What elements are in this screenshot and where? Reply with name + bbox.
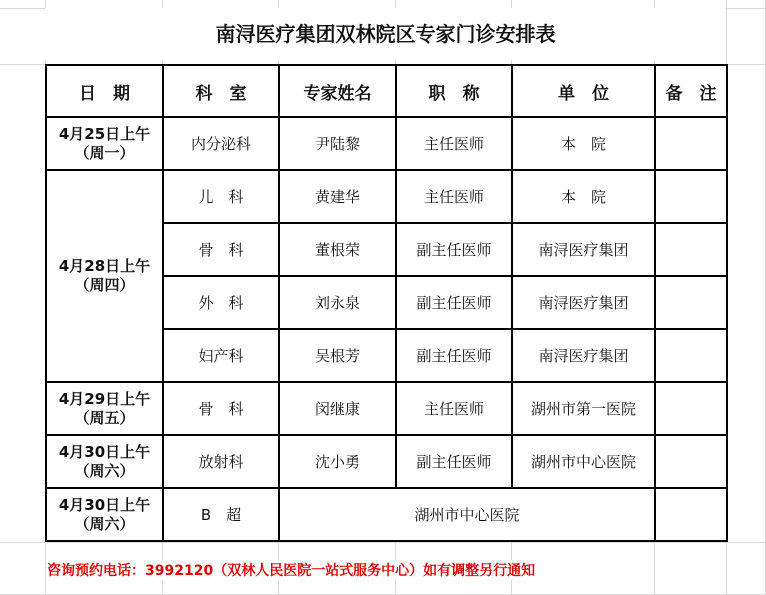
- name-cell: 吴根芳: [279, 329, 396, 382]
- header-date: 日 期: [46, 65, 163, 117]
- header-dept: 科 室: [163, 65, 279, 117]
- unit-cell: 南浔医疗集团: [512, 329, 655, 382]
- schedule-table: [45, 64, 728, 542]
- name-cell: 闵继康: [279, 382, 396, 435]
- weekday-text: （周五）: [74, 408, 135, 427]
- title-cell: 主任医师: [396, 382, 512, 435]
- table-row: [46, 117, 727, 170]
- table-row: [46, 435, 727, 488]
- date-cell: [46, 488, 163, 541]
- dept-cell: 放射科: [163, 435, 279, 488]
- name-cell: 黄建华: [279, 170, 396, 223]
- header-title: 职 称: [396, 65, 512, 117]
- title-cell: 副主任医师: [396, 223, 512, 276]
- date-text: 4月28日上午: [58, 257, 151, 275]
- unit-merged-cell: 湖州市中心医院: [279, 488, 655, 541]
- note-cell: [655, 276, 727, 329]
- weekday-text: （周六）: [74, 461, 135, 480]
- table-row: [46, 382, 727, 435]
- dept-cell: 骨 科: [163, 382, 279, 435]
- note-cell: [655, 223, 727, 276]
- date-cell: [46, 382, 163, 435]
- date-text: 4月30日上午: [58, 442, 151, 461]
- title-cell: 副主任医师: [396, 276, 512, 329]
- unit-cell: 湖州市中心医院: [512, 435, 655, 488]
- note-cell: [655, 488, 727, 541]
- dept-cell: 内分泌科: [163, 117, 279, 170]
- unit-cell: 本 院: [512, 117, 655, 170]
- header-unit: 单 位: [512, 65, 655, 117]
- date-text: 4月30日上午: [58, 495, 151, 514]
- date-text: 4月25日上午: [58, 124, 151, 143]
- unit-cell: 南浔医疗集团: [512, 276, 655, 329]
- dept-cell: 骨 科: [163, 223, 279, 276]
- page-title: 南浔医疗集团双林院区专家门诊安排表: [45, 8, 726, 60]
- name-cell: 尹陆黎: [279, 117, 396, 170]
- dept-cell: 妇产科: [163, 329, 279, 382]
- title-cell: 副主任医师: [396, 435, 512, 488]
- dept-cell: 儿 科: [163, 170, 279, 223]
- note-cell: [655, 382, 727, 435]
- header-name: 专家姓名: [279, 65, 396, 117]
- contact-footer: 咨询预约电话：3992120（双林人民医院一站式服务中心）如有调整另行通知: [47, 560, 535, 580]
- unit-cell: 本 院: [512, 170, 655, 223]
- header-note: 备 注: [655, 65, 727, 117]
- title-cell: 主任医师: [396, 117, 512, 170]
- title-cell: 副主任医师: [396, 329, 512, 382]
- dept-cell: 外 科: [163, 276, 279, 329]
- weekday-text: （周六）: [74, 514, 135, 533]
- table-row: [46, 488, 727, 541]
- date-cell: [46, 117, 163, 170]
- weekday-text: （周四）: [74, 276, 135, 294]
- date-cell: [46, 170, 163, 382]
- note-cell: [655, 435, 727, 488]
- name-cell: 沈小勇: [279, 435, 396, 488]
- name-cell: 刘永泉: [279, 276, 396, 329]
- note-cell: [655, 170, 727, 223]
- date-cell: [46, 435, 163, 488]
- note-cell: [655, 329, 727, 382]
- note-cell: [655, 117, 727, 170]
- weekday-text: （周一）: [74, 143, 135, 162]
- dept-cell: B 超: [163, 488, 279, 541]
- table-row: [46, 170, 727, 223]
- title-cell: 主任医师: [396, 170, 512, 223]
- date-text: 4月29日上午: [58, 389, 151, 408]
- unit-cell: 南浔医疗集团: [512, 223, 655, 276]
- unit-cell: 湖州市第一医院: [512, 382, 655, 435]
- header-row: [46, 65, 727, 117]
- name-cell: 董根荣: [279, 223, 396, 276]
